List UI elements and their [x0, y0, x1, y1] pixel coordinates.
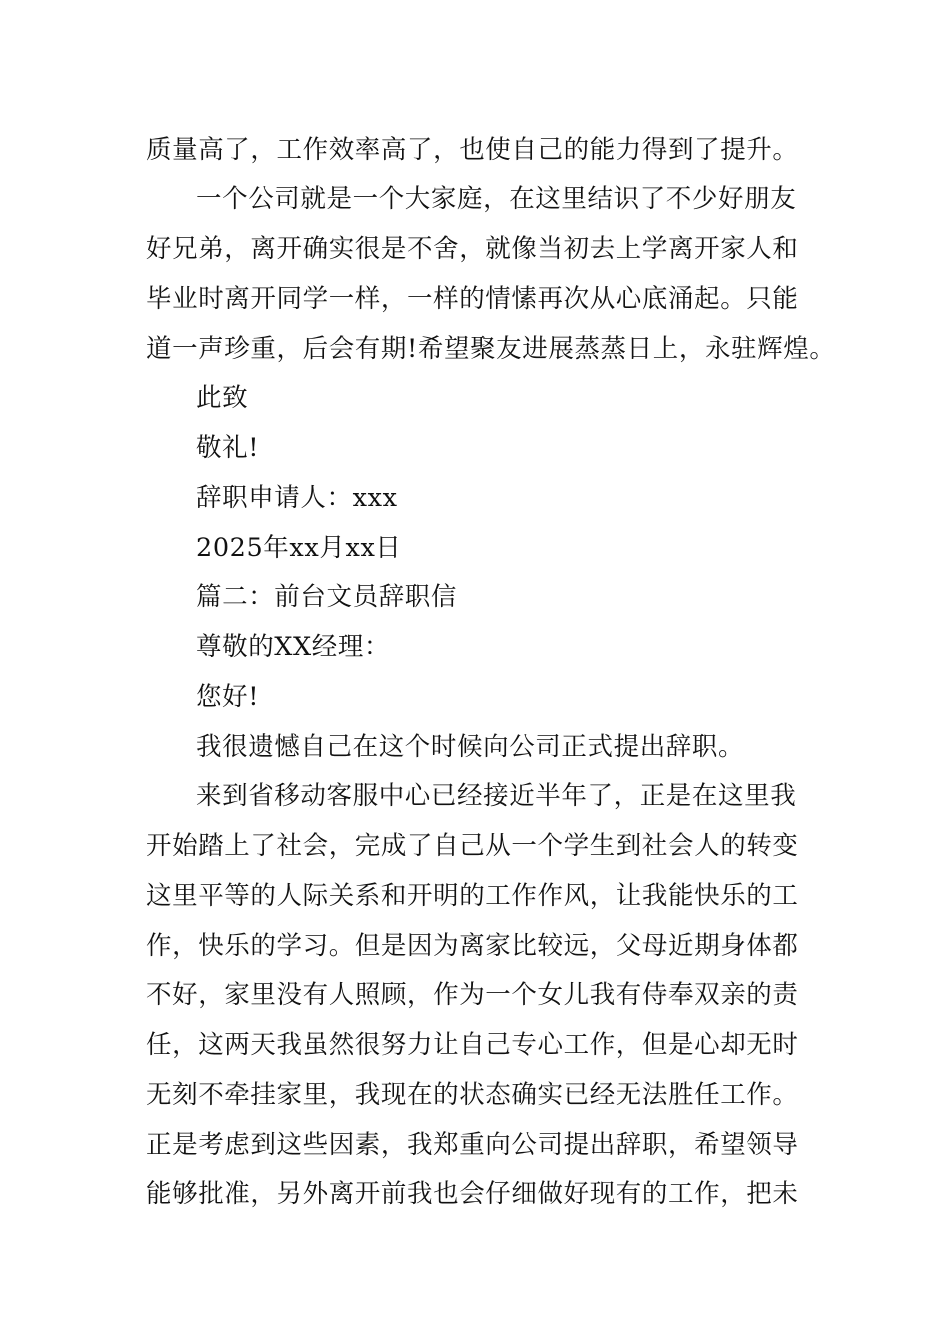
greeting-line: 您好! [196, 682, 260, 712]
text-line: 任，这两天我虽然很努力让自己专心工作，但是心却无时 [146, 1030, 799, 1060]
text-line: 道一声珍重，后会有期!希望聚友进展蒸蒸日上，永驻辉煌。 [146, 334, 836, 364]
text-line: 毕业时离开同学一样，一样的情愫再次从心底涌起。只能 [146, 284, 799, 314]
closing-line: 敬礼! [196, 433, 260, 463]
text-line: 不好，家里没有人照顾，作为一个女儿我有侍奉双亲的责 [146, 980, 799, 1010]
text-line: 这里平等的人际关系和开明的工作作风，让我能快乐的工 [146, 881, 799, 911]
salutation-line: 尊敬的XX经理： [196, 632, 391, 662]
text-line: 正是考虑到这些因素，我郑重向公司提出辞职，希望领导 [146, 1130, 799, 1160]
signature-line: 辞职申请人：xxx [196, 483, 398, 513]
text-line: 无刻不牵挂家里，我现在的状态确实已经无法胜任工作。 [146, 1080, 799, 1110]
text-line: 质量高了，工作效率高了，也使自己的能力得到了提升。 [146, 135, 799, 165]
text-line: 作，快乐的学习。但是因为离家比较远，父母近期身体都 [146, 931, 799, 961]
text-line: 我很遗憾自己在这个时候向公司正式提出辞职。 [196, 732, 745, 762]
closing-line: 此致 [196, 383, 249, 413]
text-line: 能够批准，另外离开前我也会仔细做好现有的工作，把未 [146, 1179, 799, 1209]
text-line: 来到省移动客服中心已经接近半年了，正是在这里我 [196, 781, 797, 811]
section-title: 篇二：前台文员辞职信 [196, 582, 458, 612]
text-line: 开始踏上了社会，完成了自己从一个学生到社会人的转变 [146, 831, 799, 861]
text-line: 好兄弟，离开确实很是不舍，就像当初去上学离开家人和 [146, 234, 799, 264]
text-line: 一个公司就是一个大家庭，在这里结识了不少好朋友 [196, 184, 797, 214]
date-line: 2025年xx月xx日 [196, 533, 402, 563]
